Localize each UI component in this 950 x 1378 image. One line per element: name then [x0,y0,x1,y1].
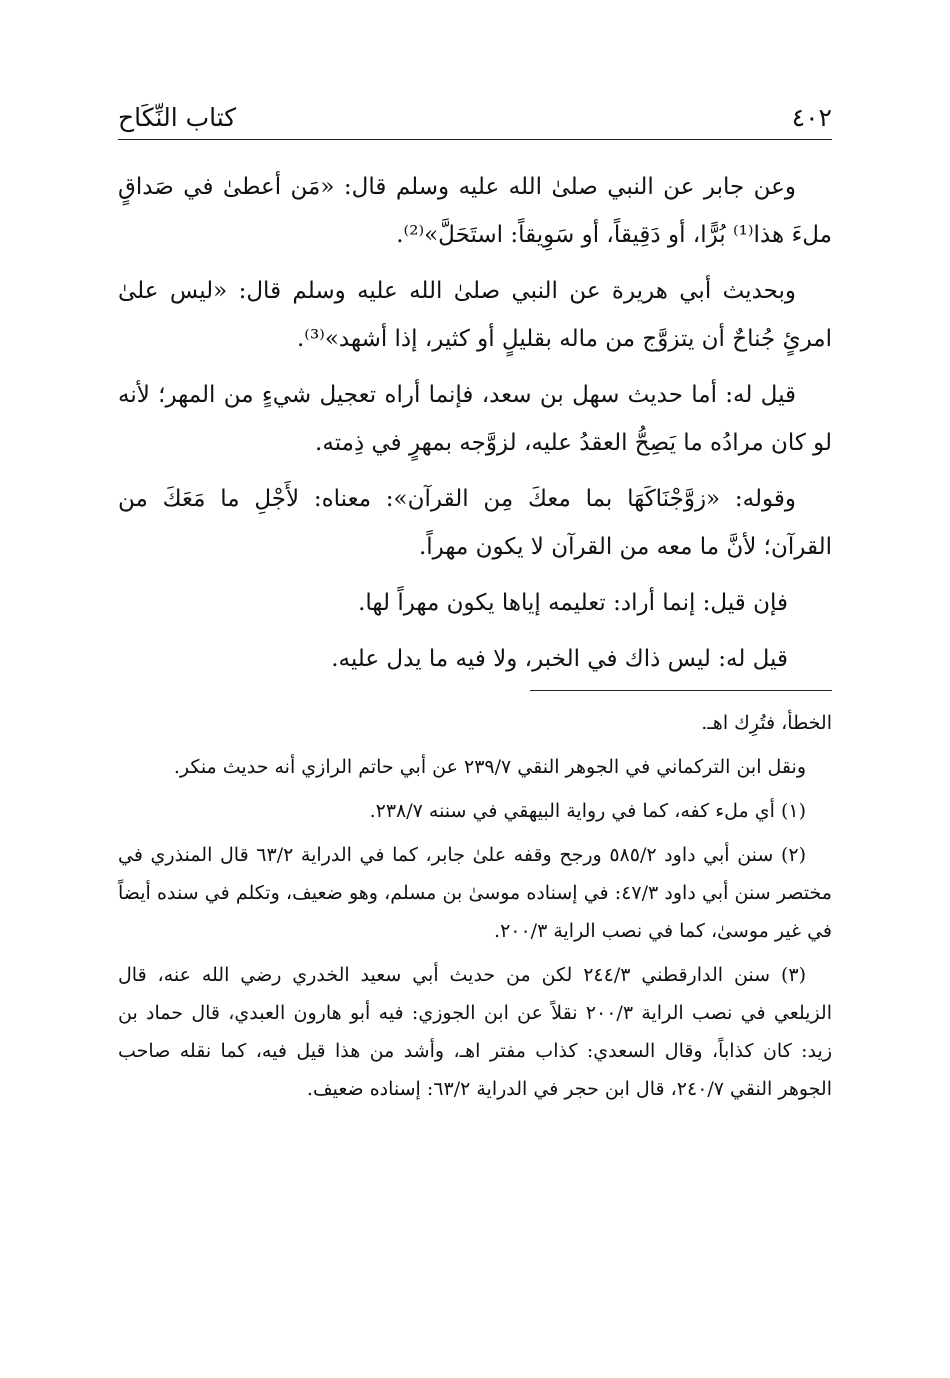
footnote-3: (٣) سنن الدارقطني ٢٤٤/٣ لكن من حديث أبي سعيد الخدري رضي الله عنه، قال الزيلعي في نصب الراية ٢٠٠/٣ نقلاً عن ابن الجوزي: فيه أبو هارون العبدي، قال حماد بن زيد: كان كذاباً، وقال السعدي: كذاب مفتر اهـ، وأشد من هذا قيل فيه، كما نقله صاحب الجوهر النقي ٢٤٠/٧، قال ابن حجر في الدراية ٦٣/٢: إسناده ضعيف. [118,964,832,1100]
paragraph-quran-meaning: وقوله: «زوَّجْنَاكَهَا بما معكَ مِن القرآن»: معناه: لأَجْلِ ما مَعَكَ من القرآن؛ لأنَّ ما معه من القرآن لا يكون مهراً. [118,486,832,560]
chapter-title: كتاب النِّكَاح [118,103,237,132]
paragraph-jabir-hadith: وعن جابر عن النبي صلىٰ الله عليه وسلم قال: «مَن أعطىٰ في صَداقٍ ملءَ هذا⁽¹⁾ بُرًّا، أو دَقِيقاً، أو سَوِيقاً: استَحَلَّ»⁽²⁾. [118,174,832,248]
page-header [118,92,832,132]
footnote-continuation: ونقل ابن التركماني في الجوهر النقي ٢٣٩/٧ عن أبي حاتم الرازي أنه حديث منكر. [173,756,806,778]
footnote-continuation: الخطأ، فتُرِك اهـ. [701,712,832,734]
footnote-2: (٢) سنن أبي داود ٥٨٥/٢ ورجح وقفه علىٰ جابر، كما في الدراية ٦٣/٢ قال المنذري في مختصر سنن أبي داود ٤٧/٣: في إسناده موسىٰ بن مسلم، وهو ضعيف، وتكلم في سنده أيضاً في غير موسىٰ، كما في نصب الراية ٢٠٠/٣. [118,844,832,942]
paragraph-response: قيل له: ليس ذاك في الخبر، ولا فيه ما يدل عليه. [331,646,788,672]
footnote-1: (١) أي ملء كفه، كما في رواية البيهقي في سننه ٢٣٨/٧. [369,800,806,822]
page-number: ٤٠٢ [791,103,832,132]
header-rule [118,139,832,140]
footnote-separator [530,690,832,691]
footnotes [118,704,832,1114]
paragraph-abu-hurayra-hadith: وبحديث أبي هريرة عن النبي صلىٰ الله عليه وسلم قال: «ليس علىٰ امرئٍ جُناحٌ أن يتزوَّج من ماله بقليلٍ أو كثير، إذا أشهد»⁽³⁾. [118,278,832,352]
paragraph-objection: فإن قيل: إنما أراد: تعليمه إياها يكون مهراً لها. [358,590,788,616]
main-text [118,163,832,691]
paragraph-sahl-reply: قيل له: أما حديث سهل بن سعد، فإنما أراه تعجيل شيءٍ من المهر؛ لأنه لو كان مرادُه ما يَصِحُّ العقدُ عليه، لزوَّجه بمهرٍ في ذِمته. [118,382,832,456]
